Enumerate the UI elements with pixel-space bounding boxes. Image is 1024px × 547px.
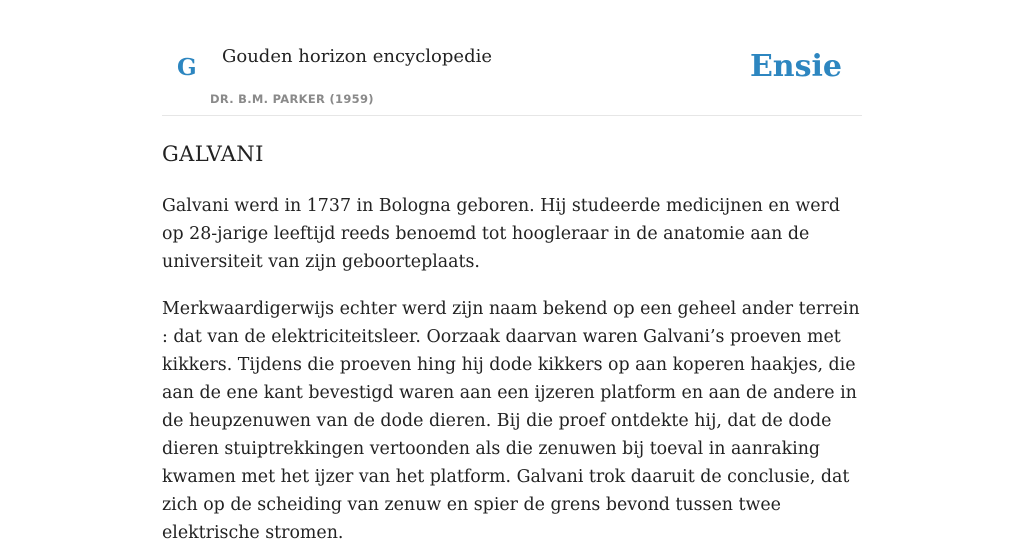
book-author: DR. B.M. PARKER (1959) <box>210 92 374 106</box>
entry-paragraph: Merkwaardigerwijs echter werd zijn naam bekend op een geheel ander terrein : dat van de elektriciteitsleer. Oorzaak daarvan waren Galvani’s proeven met kikkers. Tijdens die proeven hing hij dode kikkers op aan koperen haakjes, die aan de ene kant bevestigd waren aan een ijzeren platform en aan de andere in de heupzenuwen van de dode dieren. Bij die proef ontdekte hij, dat de dode dieren stuiptrekkingen vertoonden als die zenuwen bij toeval in aanraking kwamen met het ijzer van het platform. Galvani trok daaruit de conclusie, dat zich op de scheiding van zenuw en spier de grens bevond tussen twee elektrische stromen. <box>162 299 860 543</box>
book-title-link[interactable]: Gouden horizon encyclopedie <box>222 46 492 67</box>
entry-title: GALVANI <box>162 142 264 166</box>
entry-body <box>162 192 862 547</box>
ensie-logo-link[interactable]: Ensie <box>749 49 842 84</box>
page-header <box>162 0 862 116</box>
book-logo-icon[interactable]: G <box>177 54 197 81</box>
page <box>162 0 862 547</box>
entry-paragraph: Galvani werd in 1737 in Bologna geboren. Hij studeerde medicijnen en werd op 28-jarige leeftijd reeds benoemd tot hoogleraar in de anatomie aan de universiteit van zijn geboorteplaats. <box>162 196 840 272</box>
